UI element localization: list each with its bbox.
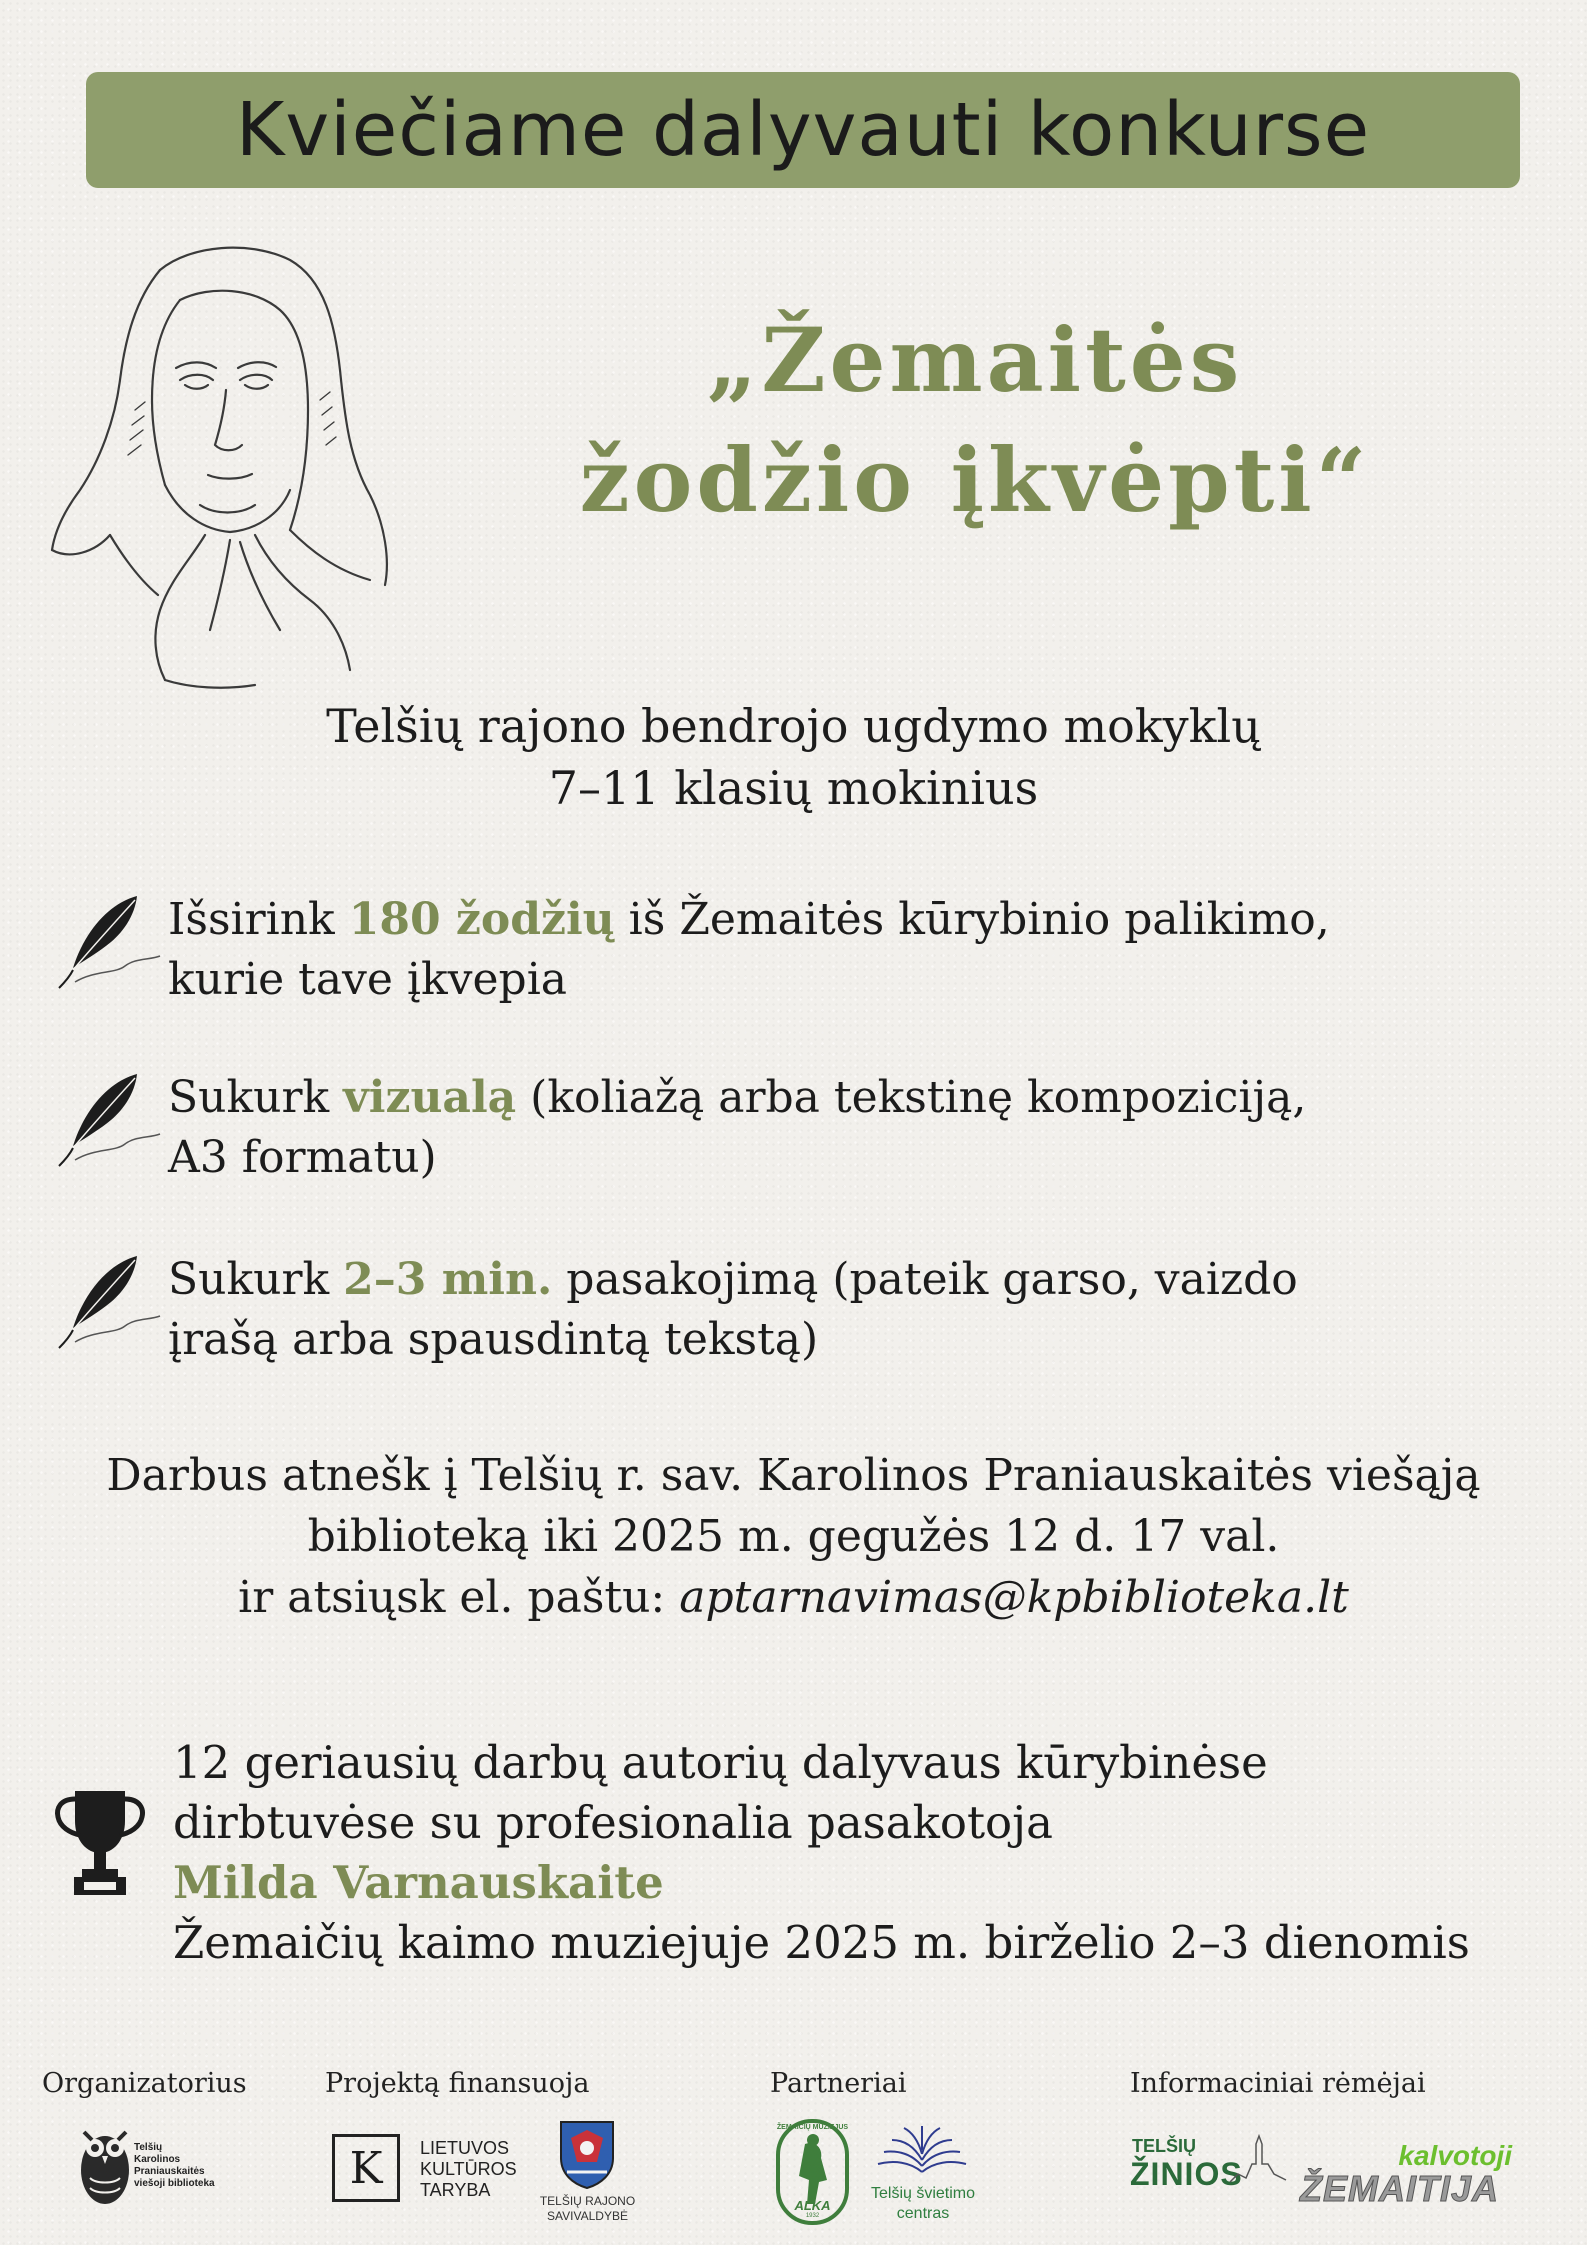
- prize-line-4: Žemaičių kaimo muziejuje 2025 m. birželio 2–3 dienomis: [173, 1916, 1470, 1969]
- church-silhouette-icon: [1228, 2134, 1288, 2184]
- media-sponsors-label: Informaciniai rėmėjai: [1130, 2068, 1426, 2099]
- education-center-logo: [858, 2122, 988, 2227]
- submission-line-2: biblioteką iki 2025 m. gegužės 12 d. 17 val.: [307, 1511, 1280, 1562]
- organizer-label: Organizatorius: [42, 2068, 247, 2099]
- task-text-before: Išsirink: [168, 894, 349, 945]
- audience-line-2: 7–11 klasių mokinius: [548, 761, 1039, 815]
- funding-label: Projektą finansuoja: [325, 2068, 590, 2099]
- prize-text: [173, 1733, 1573, 1973]
- kalvotoji-line-2: ŽEMAITIJA: [1300, 2168, 1500, 2209]
- culture-council-logo: [332, 2134, 532, 2214]
- council-line-3: TARYBA: [420, 2180, 491, 2200]
- library-logo: [76, 2118, 226, 2208]
- alka-museum-logo: [775, 2118, 850, 2226]
- audience-text: [0, 695, 1587, 819]
- task-highlight: vizualą: [343, 1072, 517, 1123]
- task-text-line-2: įrašą arba spausdintą tekstą): [168, 1314, 819, 1365]
- zinios-line-1: TELŠIŲ: [1132, 2136, 1197, 2156]
- task-text-before: Sukurk: [168, 1072, 344, 1123]
- task-text: [168, 1250, 1528, 1370]
- audience-line-1: Telšių rajono bendrojo ugdymo mokyklų: [326, 699, 1261, 753]
- task-text-line-2: kurie tave įkvepia: [168, 954, 568, 1005]
- coat-of-arms-icon: [557, 2118, 617, 2190]
- submission-line-3: ir atsiųsk el. paštu:: [238, 1572, 680, 1623]
- task-text: [168, 890, 1528, 1010]
- council-line-1: LIETUVOS: [420, 2138, 510, 2158]
- museum-alka-text: ALKA: [794, 2198, 831, 2213]
- task-text-line-2: A3 formatu): [168, 1132, 437, 1183]
- zemaite-portrait-illustration: [40, 230, 410, 700]
- feather-quill-icon: [55, 1068, 165, 1168]
- banner-text: Kviečiame dalyvauti konkurse: [235, 87, 1371, 173]
- library-logo-line-4: viešoji biblioteka: [134, 2178, 215, 2189]
- zinios-line-2: ŽINIOS: [1130, 2156, 1243, 2192]
- submission-line-1: Darbus atnešk į Telšių r. sav. Karolinos Praniauskaitės viešąją: [106, 1450, 1481, 1501]
- task-text: [168, 1068, 1528, 1188]
- task-text-after: (koliažą arba tekstinę kompoziciją,: [516, 1072, 1307, 1123]
- prize-line-1: 12 geriausių darbų autorių dalyvaus kūrybinėse: [173, 1736, 1268, 1789]
- kalvotoji-line-1: kalvotoji: [1398, 2140, 1512, 2171]
- owl-icon: [76, 2118, 134, 2208]
- library-logo-line-2: Karolinos: [134, 2154, 181, 2165]
- library-logo-line-1: Telšių: [134, 2142, 163, 2153]
- education-center-line-1: Telšių švietimo: [870, 2185, 976, 2202]
- municipality-logo: [530, 2118, 645, 2238]
- culture-council-letter: K: [332, 2134, 400, 2202]
- council-line-2: KULTŪROS: [420, 2159, 517, 2179]
- partners-label: Partneriai: [770, 2068, 907, 2099]
- municipality-line-1: TELŠIŲ RAJONO: [539, 2194, 636, 2208]
- telsiu-zinios-logo: [1128, 2134, 1288, 2214]
- open-book-icon: [872, 2122, 972, 2180]
- kalvotoji-zemaitija-logo: [1300, 2140, 1520, 2220]
- library-logo-line-3: Praniauskaitės: [134, 2166, 205, 2177]
- email-link[interactable]: aptarnavimas@kpbiblioteka.lt: [679, 1572, 1349, 1623]
- trophy-icon: [50, 1783, 150, 1898]
- museum-name-text: ŽEMAIČIŲ MUZIEJUS: [776, 2124, 849, 2131]
- title-line-1: „Žemaitės: [706, 308, 1244, 412]
- prize-line-2: dirbtuvėse su profesionalia pasakotoja: [173, 1796, 1053, 1849]
- storyteller-name: Milda Varnauskaite: [173, 1856, 664, 1909]
- feather-quill-icon: [55, 890, 165, 990]
- municipality-line-2: SAVIVALDYBĖ: [547, 2209, 628, 2223]
- header-banner: [86, 72, 1520, 188]
- museum-year-text: 1932: [805, 2213, 820, 2219]
- task-text-before: Sukurk: [168, 1254, 344, 1305]
- submission-info: [0, 1445, 1587, 1628]
- task-highlight: 180 žodžių: [348, 894, 615, 945]
- competition-title: [400, 300, 1550, 540]
- title-line-2: žodžio įkvėpti“: [579, 428, 1371, 532]
- education-center-line-2: centras: [896, 2205, 950, 2222]
- feather-quill-icon: [55, 1250, 165, 1350]
- task-text-after: iš Žemaitės kūrybinio palikimo,: [614, 894, 1330, 945]
- task-highlight: 2–3 min.: [343, 1254, 553, 1305]
- task-text-after: pasakojimą (pateik garso, vaizdo: [552, 1254, 1298, 1305]
